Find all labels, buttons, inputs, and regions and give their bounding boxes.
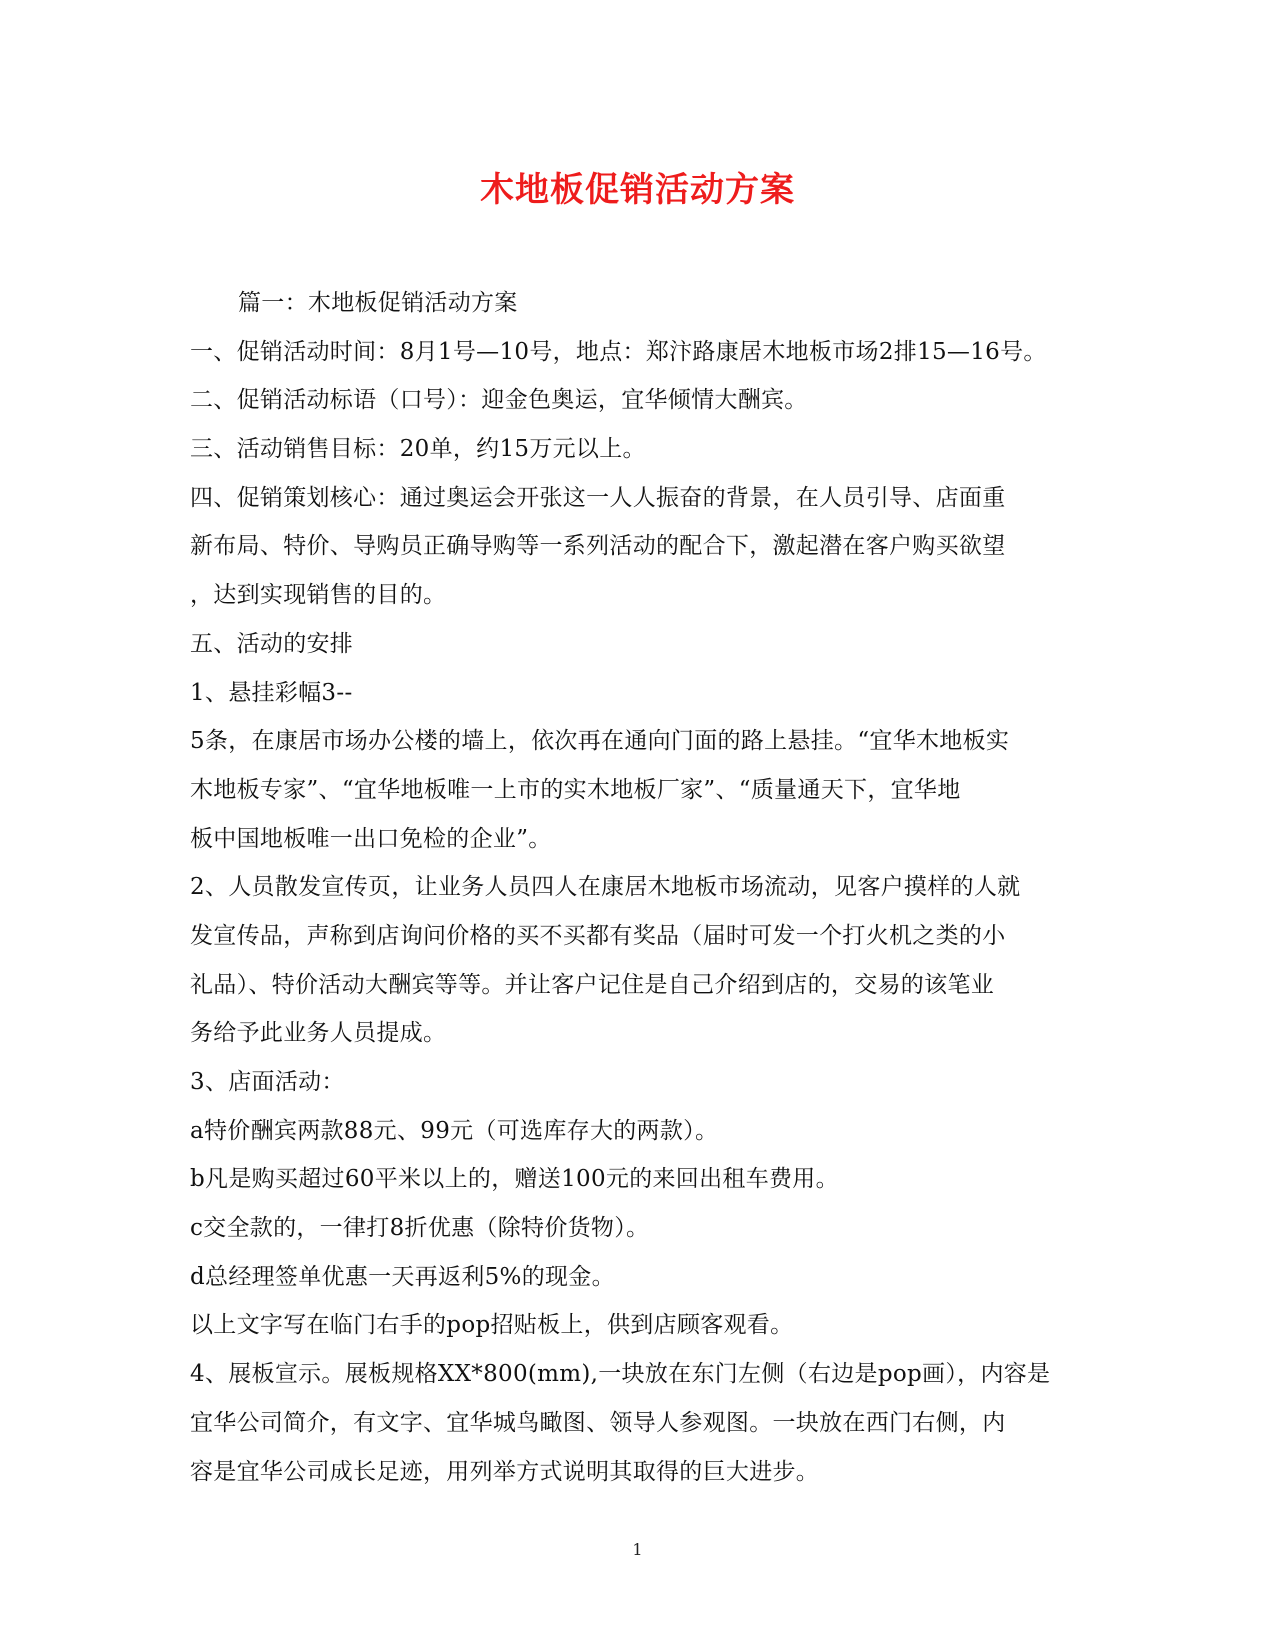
text-line: d总经理签单优惠一天再返利5%的现金。	[190, 1263, 615, 1290]
text-line: 1、悬挂彩幅3--	[190, 679, 353, 706]
text-line: b凡是购买超过60平米以上的，赠送100元的来回出租车费用。	[190, 1166, 839, 1193]
text-line: 2、人员散发宣传页，让业务人员四人在康居木地板市场流动，见客户摸样的人就	[190, 874, 1021, 901]
text-line: 发宣传品，声称到店询问价格的买不买都有奖品（届时可发一个打火机之类的小	[190, 922, 1006, 949]
text-line: 容是宜华公司成长足迹，用列举方式说明其取得的巨大进步。	[190, 1458, 820, 1485]
text-line: 新布局、特价、导购员正确导购等一系列活动的配合下，激起潜在客户购买欲望	[190, 533, 1006, 560]
section-heading: 篇一：木地板促销活动方案	[238, 290, 518, 316]
text-line: 礼品）、特价活动大酬宾等等。并让客户记住是自己介绍到店的，交易的该笔业	[190, 971, 994, 998]
text-line: c交全款的，一律打8折优惠（除特价货物）。	[190, 1215, 650, 1242]
text-line: 3、店面活动：	[190, 1069, 345, 1095]
text-line: ，达到实现销售的目的。	[190, 582, 447, 609]
text-line: 一、促销活动时间：8月1号—10号，地点：郑汴路康居木地板市场2排15—16号。	[190, 338, 1047, 365]
text-line: 二、促销活动标语（口号）：迎金色奥运，宜华倾情大酬宾。	[190, 387, 808, 414]
text-line: 务给予此业务人员提成。	[190, 1020, 447, 1047]
text-line: 宜华公司简介，有文字、宜华城鸟瞰图、领导人参观图。一块放在西门右侧，内	[190, 1409, 1006, 1436]
text-line: a特价酬宾两款88元、99元（可选库存大的两款）。	[190, 1117, 719, 1144]
text-line: 四、促销策划核心：通过奥运会开张这一人人振奋的背景，在人员引导、店面重	[190, 484, 1006, 511]
text-line: 5条，在康居市场办公楼的墙上，依次再在通向门面的路上悬挂。“宜华木地板实	[190, 728, 1010, 755]
text-line: 三、活动销售目标：20单，约15万元以上。	[190, 436, 646, 463]
text-line: 板中国地板唯一出口免检的企业”。	[190, 825, 552, 852]
page-number: 1	[632, 1540, 643, 1559]
text-line: 木地板专家”、“宜华地板唯一上市的实木地板厂家”、“质量通天下，宜华地	[190, 776, 961, 803]
document-body	[190, 279, 1085, 1496]
text-line: 五、活动的安排	[190, 630, 354, 657]
document-title: 木地板促销活动方案	[480, 170, 795, 210]
text-line: 4、展板宣示。展板规格XX*800(mm),一块放在东门左侧（右边是pop画），内容是	[190, 1361, 1051, 1388]
text-line: 以上文字写在临门右手的pop招贴板上，供到店顾客观看。	[190, 1312, 794, 1339]
